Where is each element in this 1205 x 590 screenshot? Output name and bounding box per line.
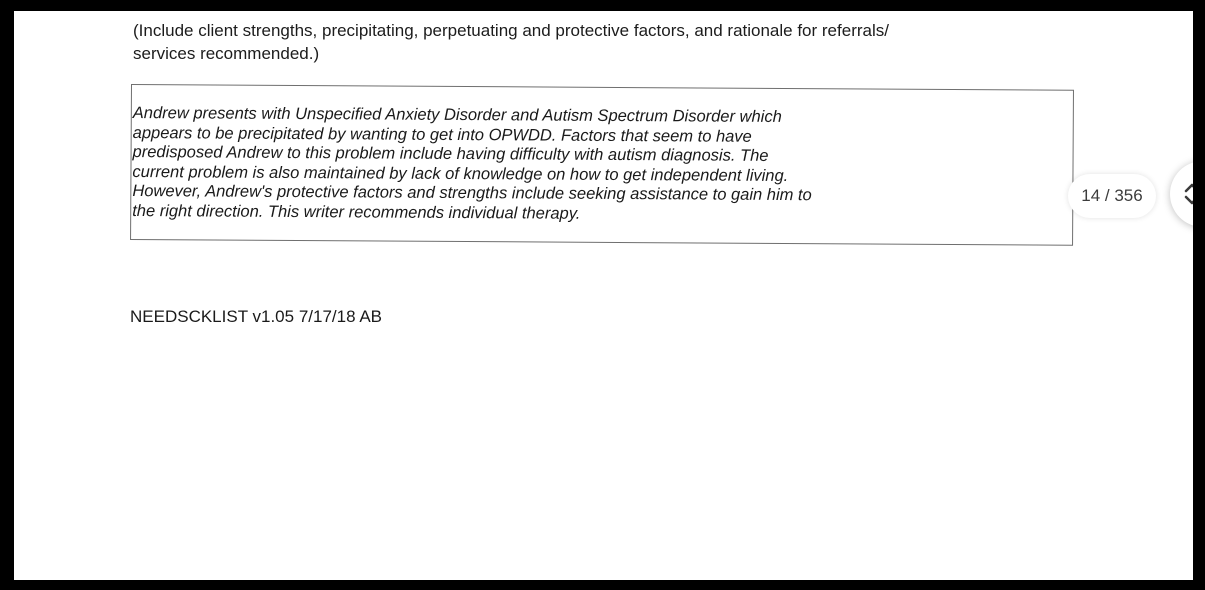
summary-line: Andrew presents with Unspecified Anxiety Disorder and Autism Spectrum Disorder which	[132, 104, 782, 126]
page-counter: 14 / 356	[1068, 174, 1156, 218]
summary-line: predisposed Andrew to this problem include having difficulty with autism diagnosis. The	[132, 143, 769, 166]
instructions-line: (Include client strengths, precipitating, perpetuating and protective factors, and rationale for referrals/	[133, 21, 889, 40]
summary-line: current problem is also maintained by lack of knowledge on how to get independent living.	[132, 162, 789, 185]
summary-line: appears to be precipitated by wanting to get into OPWDD. Factors that seem to have	[132, 123, 752, 146]
summary-text-box	[130, 84, 1074, 246]
document-viewer[interactable]	[14, 11, 1193, 580]
instructions-line: services recommended.)	[133, 44, 320, 63]
document-page	[14, 11, 1193, 580]
form-identifier: NEEDSCKLIST v1.05 7/17/18 AB	[130, 307, 382, 326]
summary-line: However, Andrew's protective factors and strengths include seeking assistance to gain him to	[132, 182, 812, 205]
up-down-chevron-icon	[1182, 183, 1193, 205]
instructions-text	[133, 19, 933, 65]
summary-text	[132, 104, 812, 226]
summary-line: the right direction. This writer recommends individual therapy.	[132, 201, 581, 223]
